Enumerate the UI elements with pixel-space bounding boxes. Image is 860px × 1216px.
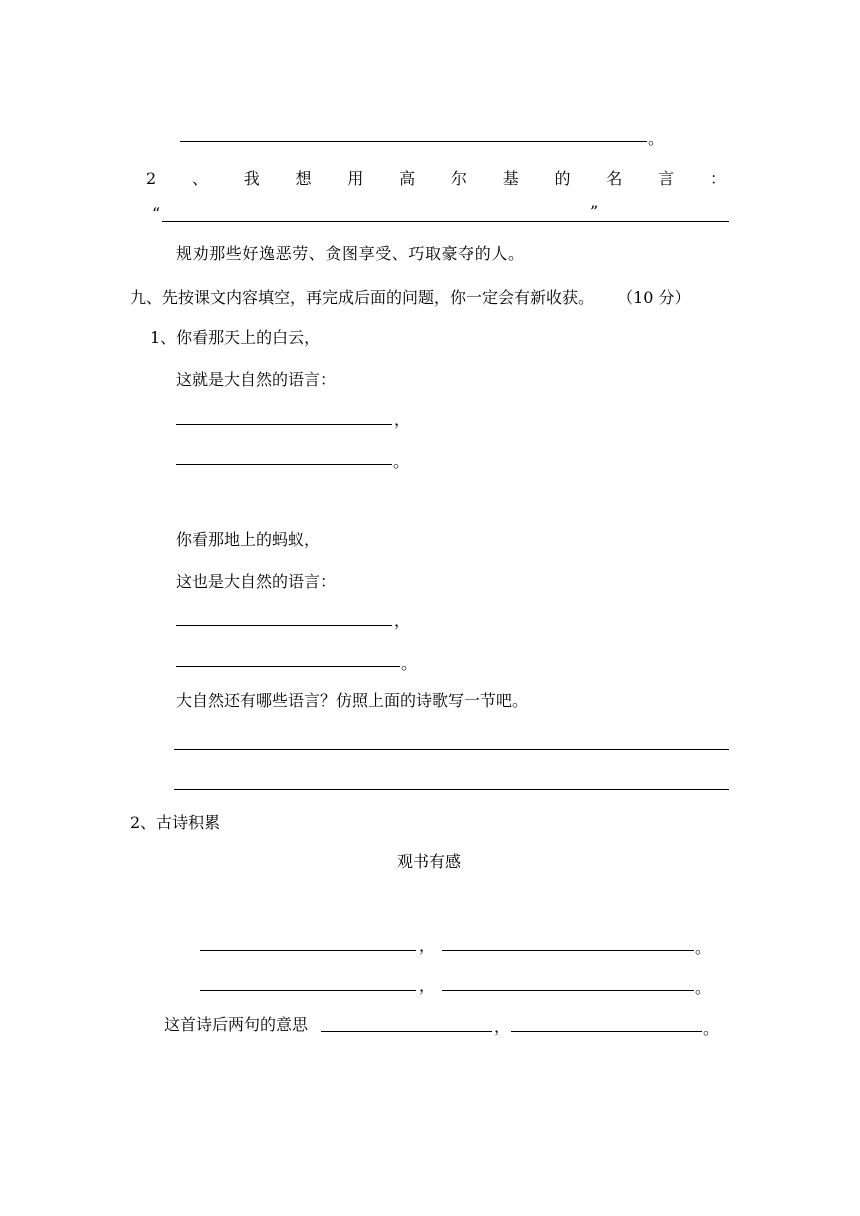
poem-blank-4[interactable] xyxy=(442,990,694,991)
section9-heading-text: 九、先按课文内容填空，再完成后面的问题，你一定会有新收获。 xyxy=(130,288,595,307)
item1-answer-line-1[interactable] xyxy=(174,749,729,750)
q2-char: 基 xyxy=(502,169,519,188)
poem-title: 观书有感 xyxy=(397,852,462,871)
q2-quote-blank[interactable] xyxy=(162,221,729,222)
q2-char: 我 xyxy=(243,169,260,188)
q2-char: 言 xyxy=(658,169,675,188)
item1-blank-4-end: 。 xyxy=(401,654,418,673)
poem-blank-2[interactable] xyxy=(442,950,694,951)
top-answer-end: 。 xyxy=(648,129,665,148)
item1-line-c: 这也是大自然的语言： xyxy=(176,572,337,591)
meaning-blank-1[interactable] xyxy=(321,1031,492,1032)
q2-prompt xyxy=(146,166,726,189)
item1-blank-2-end: 。 xyxy=(393,452,410,471)
item1-label: 1、你看那天上的白云， xyxy=(150,328,321,347)
item1-line-a: 这就是大自然的语言： xyxy=(176,370,337,389)
poem-period-2: 。 xyxy=(695,978,712,997)
top-answer-blank[interactable] xyxy=(180,141,647,142)
item1-blank-2[interactable] xyxy=(176,464,392,465)
q2-char: 的 xyxy=(554,169,571,188)
q2-continuation: 规劝那些好逸恶劳、贪图享受、巧取豪夺的人。 xyxy=(176,244,525,263)
section9-heading xyxy=(130,290,691,306)
item1-blank-1[interactable] xyxy=(176,424,392,425)
item1-blank-3[interactable] xyxy=(176,625,392,626)
q2-close-quote: ” xyxy=(590,202,599,221)
item1-answer-line-2[interactable] xyxy=(174,789,729,790)
meaning-comma: ， xyxy=(494,1017,511,1036)
q2-char: 名 xyxy=(606,169,623,188)
q2-char: ： xyxy=(709,169,726,188)
poem-comma-2: ， xyxy=(419,976,436,995)
meaning-end: 。 xyxy=(703,1019,720,1038)
meaning-blank-2[interactable] xyxy=(511,1031,702,1032)
item2-label: 2、古诗积累 xyxy=(130,813,221,832)
item1-blank-1-end: ， xyxy=(394,410,411,429)
q2-char: 2 xyxy=(146,169,157,188)
meaning-label: 这首诗后两句的意思 xyxy=(164,1015,309,1034)
poem-blank-1[interactable] xyxy=(200,950,416,951)
item1-line-b: 你看那地上的蚂蚁， xyxy=(176,530,321,549)
q2-char: 尔 xyxy=(450,169,467,188)
poem-period-1: 。 xyxy=(695,938,712,957)
item1-blank-4[interactable] xyxy=(176,666,400,667)
poem-comma-1: ， xyxy=(419,936,436,955)
item1-question: 大自然还有哪些语言？仿照上面的诗歌写一节吧。 xyxy=(176,691,529,710)
section9-score: （10 分） xyxy=(617,288,691,307)
q2-char: 高 xyxy=(399,169,416,188)
q2-char: 想 xyxy=(295,169,312,188)
item1-blank-3-end: ， xyxy=(394,611,411,630)
q2-char: 用 xyxy=(347,169,364,188)
q2-char: 、 xyxy=(191,169,208,188)
q2-open-quote: “ xyxy=(152,204,161,223)
poem-blank-3[interactable] xyxy=(200,990,416,991)
